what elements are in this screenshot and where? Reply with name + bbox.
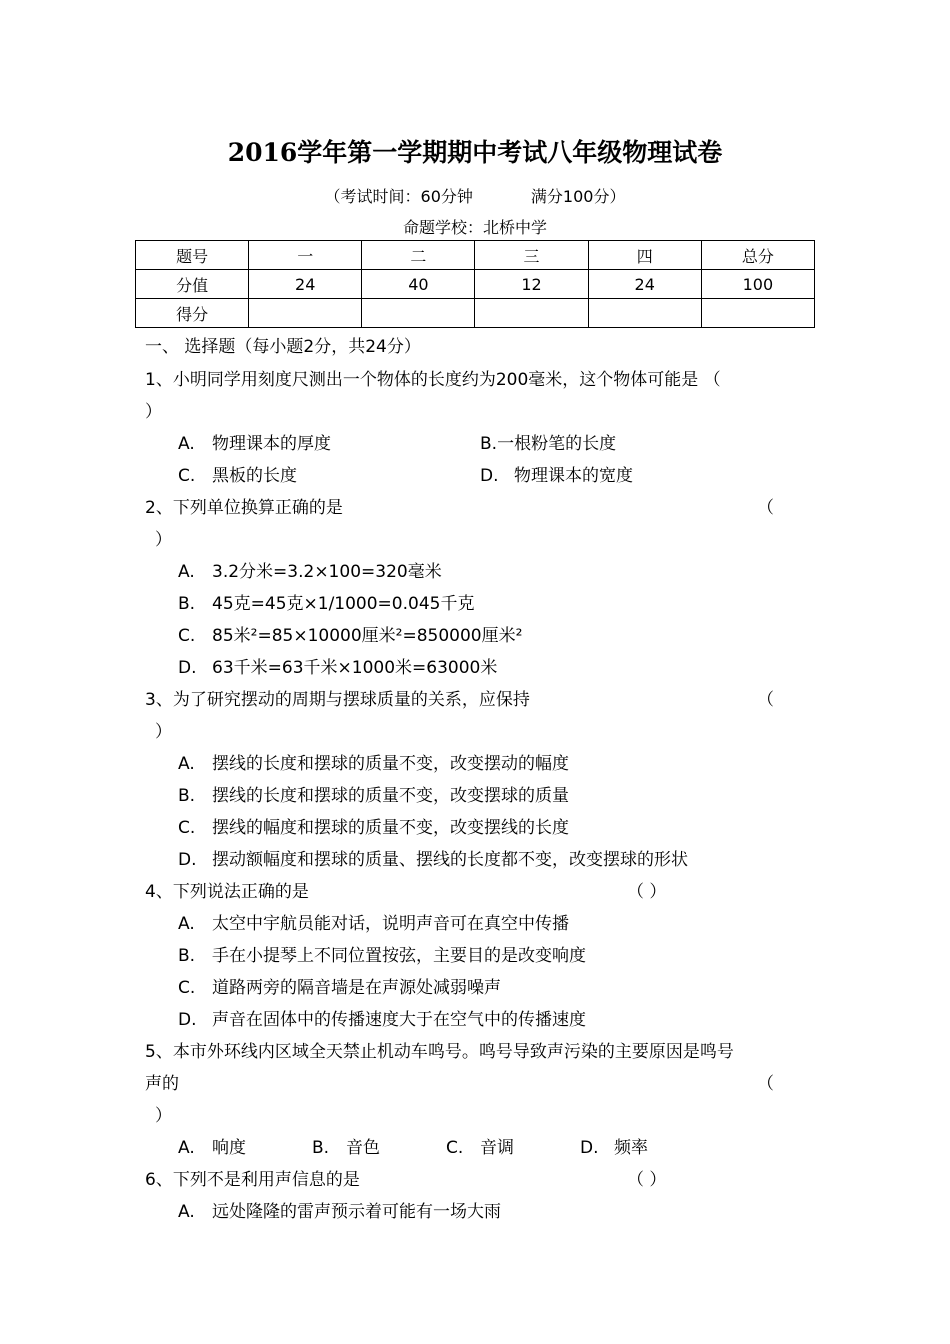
option: A. 远处隆隆的雷声预示着可能有一场大雨 (178, 1202, 501, 1222)
option: B. 45克=45克×1/1000=0.045千克 (178, 594, 475, 614)
option: A. 响度 (178, 1138, 246, 1158)
option: B. 音色 (312, 1138, 380, 1158)
full-score: 满分100分） (530, 187, 626, 206)
option: C. 黑板的长度 (178, 466, 297, 486)
score-input-cell[interactable] (475, 299, 588, 328)
answer-paren-open: （ (757, 498, 774, 518)
option: C. 道路两旁的隔音墙是在声源处减弱噪声 (178, 978, 501, 998)
page-title: 2016学年第一学期期中考试八年级物理试卷 (227, 138, 723, 167)
option: C. 85米²=85×10000厘米²=850000厘米² (178, 626, 523, 646)
score-input-cell[interactable] (588, 299, 701, 328)
table-cell: 24 (588, 270, 701, 299)
option: A. 摆线的长度和摆球的质量不变，改变摆动的幅度 (178, 754, 569, 774)
option: A. 3.2分米=3.2×100=320毫米 (178, 562, 442, 582)
answer-paren-open: （ (757, 690, 774, 710)
score-input-cell[interactable] (701, 299, 814, 328)
school: 命题学校：北桥中学 (402, 218, 547, 237)
option: B. 摆线的长度和摆球的质量不变，改变摆球的质量 (178, 786, 569, 806)
question-1-stem: 1、小明同学用刻度尺测出一个物体的长度约为200毫米，这个物体可能是 （ (145, 370, 721, 390)
score-input-cell[interactable] (249, 299, 362, 328)
table-cell: 二 (362, 241, 475, 270)
table-row (136, 270, 815, 299)
question-3-stem: 3、为了研究摆动的周期与摆球质量的关系，应保持 (145, 690, 530, 710)
question-5-stem: 5、本市外环线内区域全天禁止机动车鸣号。鸣号导致声污染的主要原因是鸣号 (145, 1042, 734, 1062)
table-cell: 分值 (136, 270, 249, 299)
answer-paren-close: ） (155, 530, 172, 550)
question-1-paren-close: ） (145, 402, 162, 422)
exam-time: （考试时间：60分钟 (324, 187, 473, 206)
answer-paren: （ ） (627, 1170, 667, 1190)
option: D. 声音在固体中的传播速度大于在空气中的传播速度 (178, 1010, 586, 1030)
answer-paren-close: ） (155, 1106, 172, 1126)
option: B.一根粉笔的长度 (480, 434, 617, 454)
option: D. 物理课本的宽度 (480, 466, 633, 486)
option: B. 手在小提琴上不同位置按弦，主要目的是改变响度 (178, 946, 586, 966)
option: D. 摆动额幅度和摆球的质量、摆线的长度都不变，改变摆球的形状 (178, 850, 688, 870)
table-cell: 40 (362, 270, 475, 299)
table-cell: 24 (249, 270, 362, 299)
exam-info (0, 184, 950, 207)
table-cell: 三 (475, 241, 588, 270)
table-row (136, 241, 815, 270)
option: C. 音调 (446, 1138, 514, 1158)
table-cell: 12 (475, 270, 588, 299)
question-5-stem-cont: 声的 (145, 1074, 179, 1094)
table-cell: 得分 (136, 299, 249, 328)
option: A. 太空中宇航员能对话，说明声音可在真空中传播 (178, 914, 569, 934)
table-cell: 题号 (136, 241, 249, 270)
answer-paren-close: ） (155, 722, 172, 742)
table-cell: 100 (701, 270, 814, 299)
answer-paren: （ ） (627, 882, 667, 902)
answer-paren-open: （ (757, 1074, 774, 1094)
option: C. 摆线的幅度和摆球的质量不变，改变摆线的长度 (178, 818, 569, 838)
option: A. 物理课本的厚度 (178, 434, 331, 454)
question-2-stem: 2、下列单位换算正确的是 (145, 498, 343, 518)
table-cell: 四 (588, 241, 701, 270)
table-cell: 总分 (701, 241, 814, 270)
score-table (135, 240, 815, 328)
table-cell: 一 (249, 241, 362, 270)
table-row (136, 299, 815, 328)
question-4-stem: 4、下列说法正确的是 (145, 882, 309, 902)
option: D. 频率 (580, 1138, 648, 1158)
question-6-stem: 6、下列不是利用声信息的是 (145, 1170, 360, 1190)
score-input-cell[interactable] (362, 299, 475, 328)
option: D. 63千米=63千米×1000米=63000米 (178, 658, 498, 678)
section-heading: 一、 选择题（每小题2分，共24分） (145, 337, 421, 357)
